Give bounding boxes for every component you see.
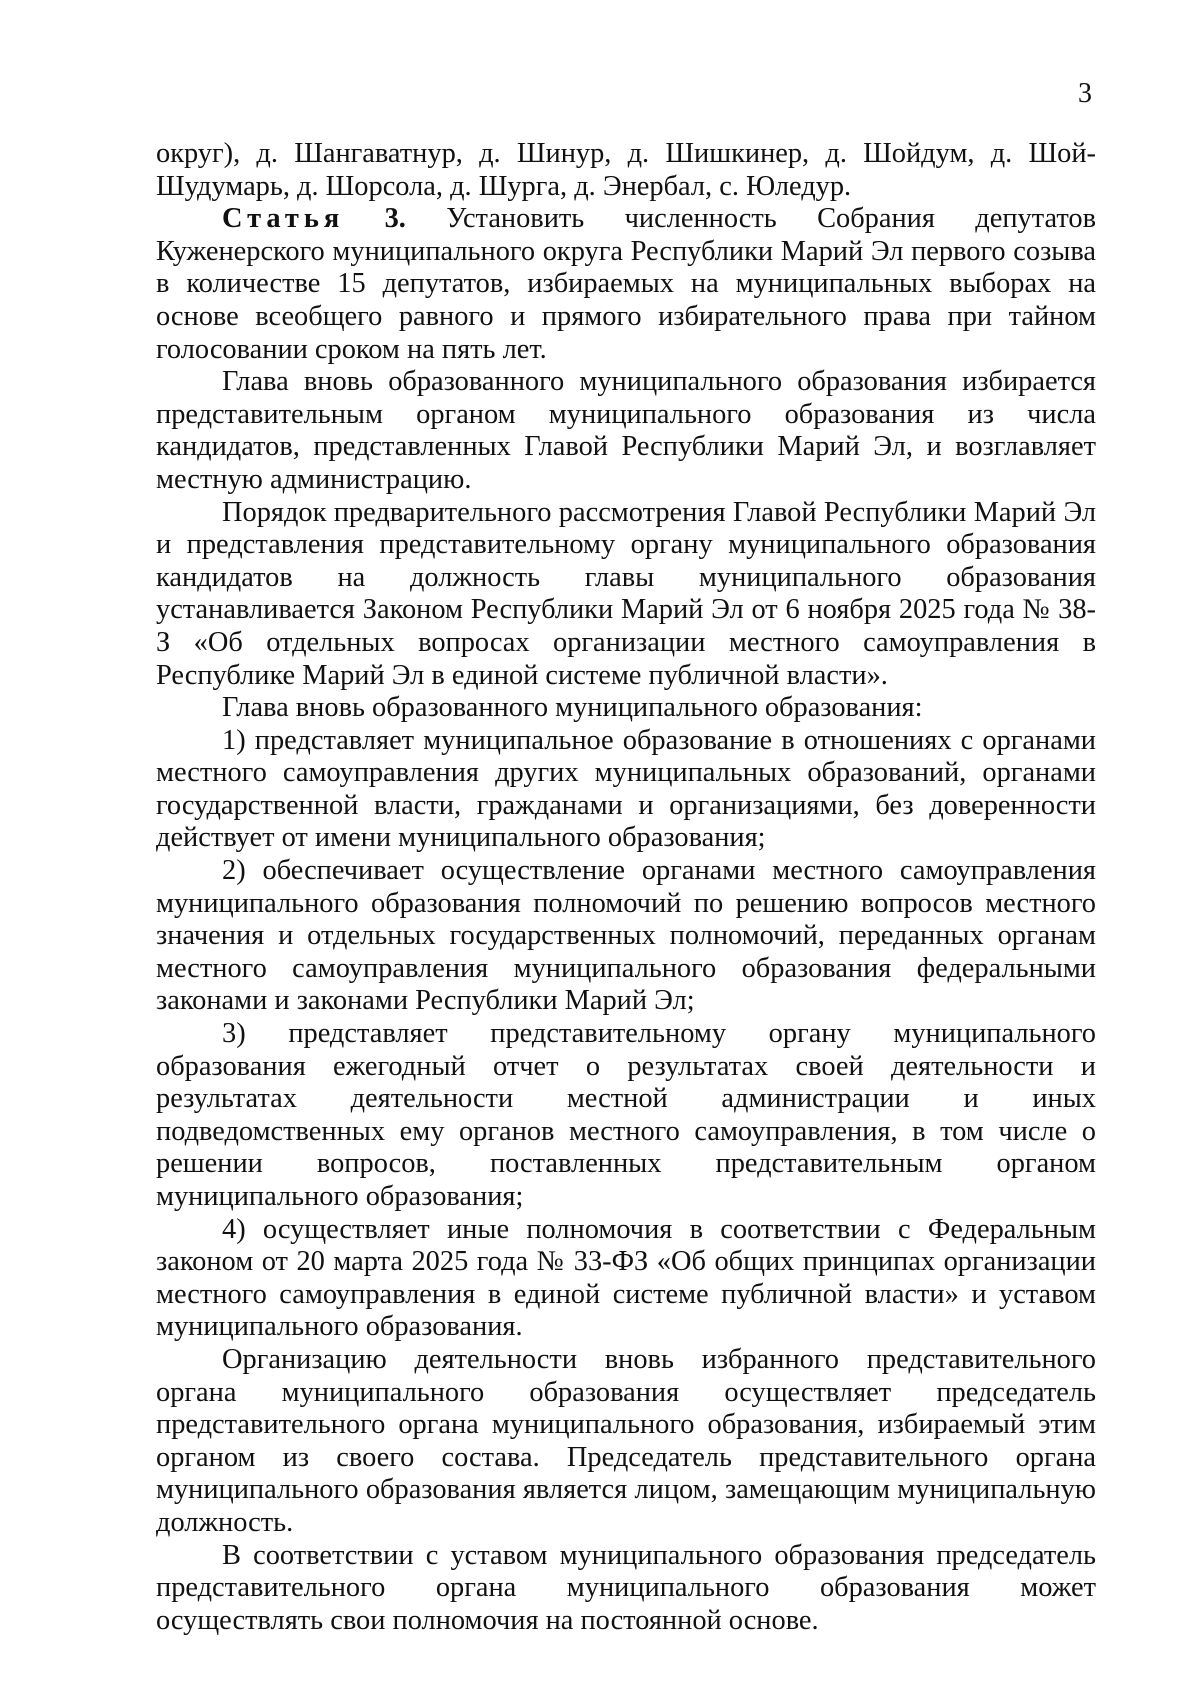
- paragraph-chairman: Организацию деятельности вновь избранного представительного органа муниципального образования осуществляет председатель представительного органа муниципального образования, избираемый этим органом из своего состава. Председатель представительного органа муниципального образования является лицом, замещающим муниципальную должность.: [156, 1343, 1096, 1538]
- document-body: [156, 138, 1096, 1637]
- paragraph-candidate-procedure: Порядок предварительного рассмотрения Главой Республики Марий Эл и представления представительному органу муниципального образования кандидатов на должность главы муниципального образования устанавливается Законом Республики Марий Эл от 6 ноября 2025 года № 38-З «Об отдельных вопросах организации местного самоуправления в Республике Марий Эл в единой системе публичной власти».: [156, 496, 1096, 691]
- continuation-paragraph: округ), д. Шангаватнур, д. Шинур, д. Шишкинер, д. Шойдум, д. Шой-Шудумарь, д. Шорсола, д. Шурга, д. Энербал, с. Юледур.: [156, 138, 1096, 202]
- article-label: Статья: [222, 203, 345, 235]
- paragraph-head-powers-intro: Глава вновь образованного муниципального образования:: [222, 692, 923, 724]
- list-item-2: 2) обеспечивает осуществление органами местного самоуправления муниципального образования полномочий по решению вопросов местного значения и отдельных государственных полномочий, переданных органам местного самоуправления муниципального образования федеральными законами и законами Республики Марий Эл;: [156, 855, 1096, 1017]
- paragraph-permanent-basis: В соответствии с уставом муниципального образования председатель представительного органа муниципального образования может осуществлять свои полномочия на постоянной основе.: [156, 1539, 1096, 1636]
- list-item-4: 4) осуществляет иные полномочия в соответствии с Федеральным законом от 20 марта 2025 года № 33-ФЗ «Об общих принципах организации местного самоуправления в единой системе публичной власти» и уставом муниципального образования.: [156, 1213, 1096, 1343]
- page-number: 3: [1078, 78, 1092, 109]
- list-item-1: 1) представляет муниципальное образование в отношениях с органами местного самоуправления других муниципальных образований, органами государственной власти, гражданами и организациями, без доверенности действует от имени муниципального образования;: [156, 724, 1096, 854]
- article-paragraph: [156, 203, 1096, 366]
- paragraph-head-election: Глава вновь образованного муниципального образования избирается представительным органом муниципального образования из числа кандидатов, представленных Главой Республики Марий Эл, и возглавляет местную администрацию.: [156, 366, 1096, 495]
- article-number: 3.: [384, 203, 406, 235]
- list-item-3: 3) представляет представительному органу муниципального образования ежегодный отчет о результатах своей деятельности и результатах деятельности местной администрации и иных подведомственных ему органов местного самоуправления, в том числе о решении вопросов, поставленных представительным органом муниципального образования;: [156, 1018, 1096, 1212]
- article-text: Установить численность Собрания депутатов Куженерского муниципального округа Республики Марий Эл первого созыва в количестве 15 депутатов, избираемых на муниципальных выборах на основе всеобщего равного и прямого избирательного права при тайном голосовании сроком на пять лет.: [156, 203, 1096, 365]
